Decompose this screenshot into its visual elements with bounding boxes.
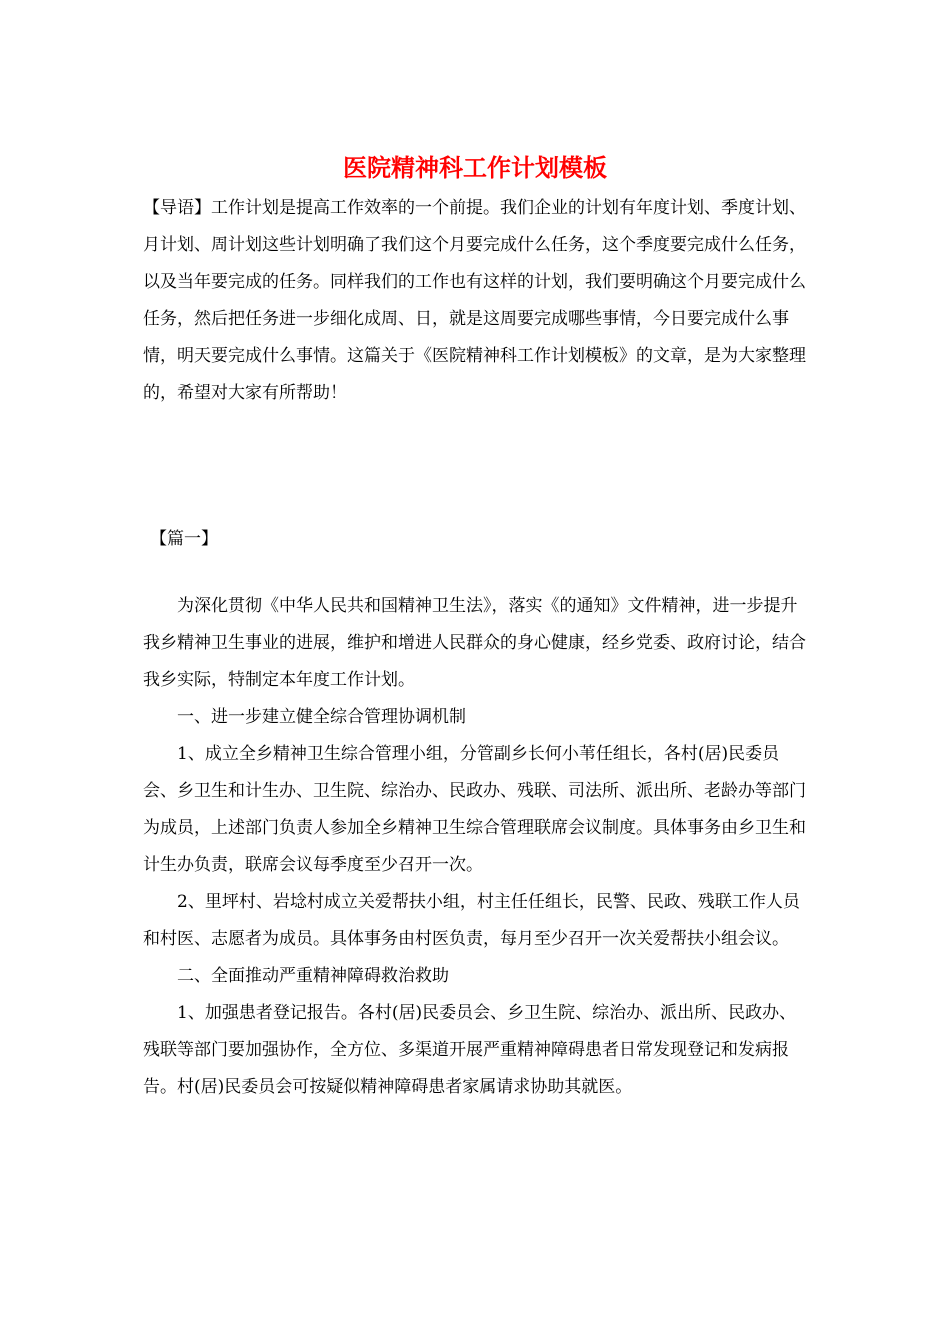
section-label: 【篇一】 xyxy=(150,529,218,549)
document-body xyxy=(143,588,811,1106)
body-paragraph-2: 1、成立全乡精神卫生综合管理小组，分管副乡长何小苇任组长，各村(居)民委员会、乡卫生和计生办、卫生院、综治办、民政办、残联、司法所、派出所、老龄办等部门为成员，上述部门负责人参加全乡精神卫生综合管理联席会议制度。具体事务由乡卫生和计生办负责，联席会议每季度至少召开一次。 xyxy=(143,744,806,875)
section-heading-1: 一、进一步建立健全综合管理协调机制 xyxy=(177,707,466,727)
section-heading-2: 二、全面推动严重精神障碍救治救助 xyxy=(177,966,449,986)
intro-paragraph: 【导语】工作计划是提高工作效率的一个前提。我们企业的计划有年度计划、季度计划、月计划、周计划这些计划明确了我们这个月要完成什么任务，这个季度要完成什么任务，以及当年要完成的任务。同样我们的工作也有这样的计划，我们要明确这个月要完成什么任务，然后把任务进一步细化成周、日，就是这周要完成哪些事情，今日要完成什么事情，明天要完成什么事情。这篇关于《医院精神科工作计划模板》的文章，是为大家整理的，希望对大家有所帮助！ xyxy=(143,198,806,403)
body-paragraph-3: 2、里坪村、岩埝村成立关爱帮扶小组，村主任任组长，民警、民政、残联工作人员和村医、志愿者为成员。具体事务由村医负责，每月至少召开一次关爱帮扶小组会议。 xyxy=(143,892,800,949)
document-title: 医院精神科工作计划模板 xyxy=(343,153,607,182)
body-paragraph-4: 1、加强患者登记报告。各村(居)民委员会、乡卫生院、综治办、派出所、民政办、残联等部门要加强协作，全方位、多渠道开展严重精神障碍患者日常发现登记和发病报告。村(居)民委员会可按疑似精神障碍患者家属请求协助其就医。 xyxy=(143,1003,797,1097)
body-paragraph-1: 为深化贯彻《中华人民共和国精神卫生法》，落实《的通知》文件精神，进一步提升我乡精神卫生事业的进展，维护和增进人民群众的身心健康，经乡党委、政府讨论，结合我乡实际，特制定本年度工作计划。 xyxy=(143,596,806,690)
